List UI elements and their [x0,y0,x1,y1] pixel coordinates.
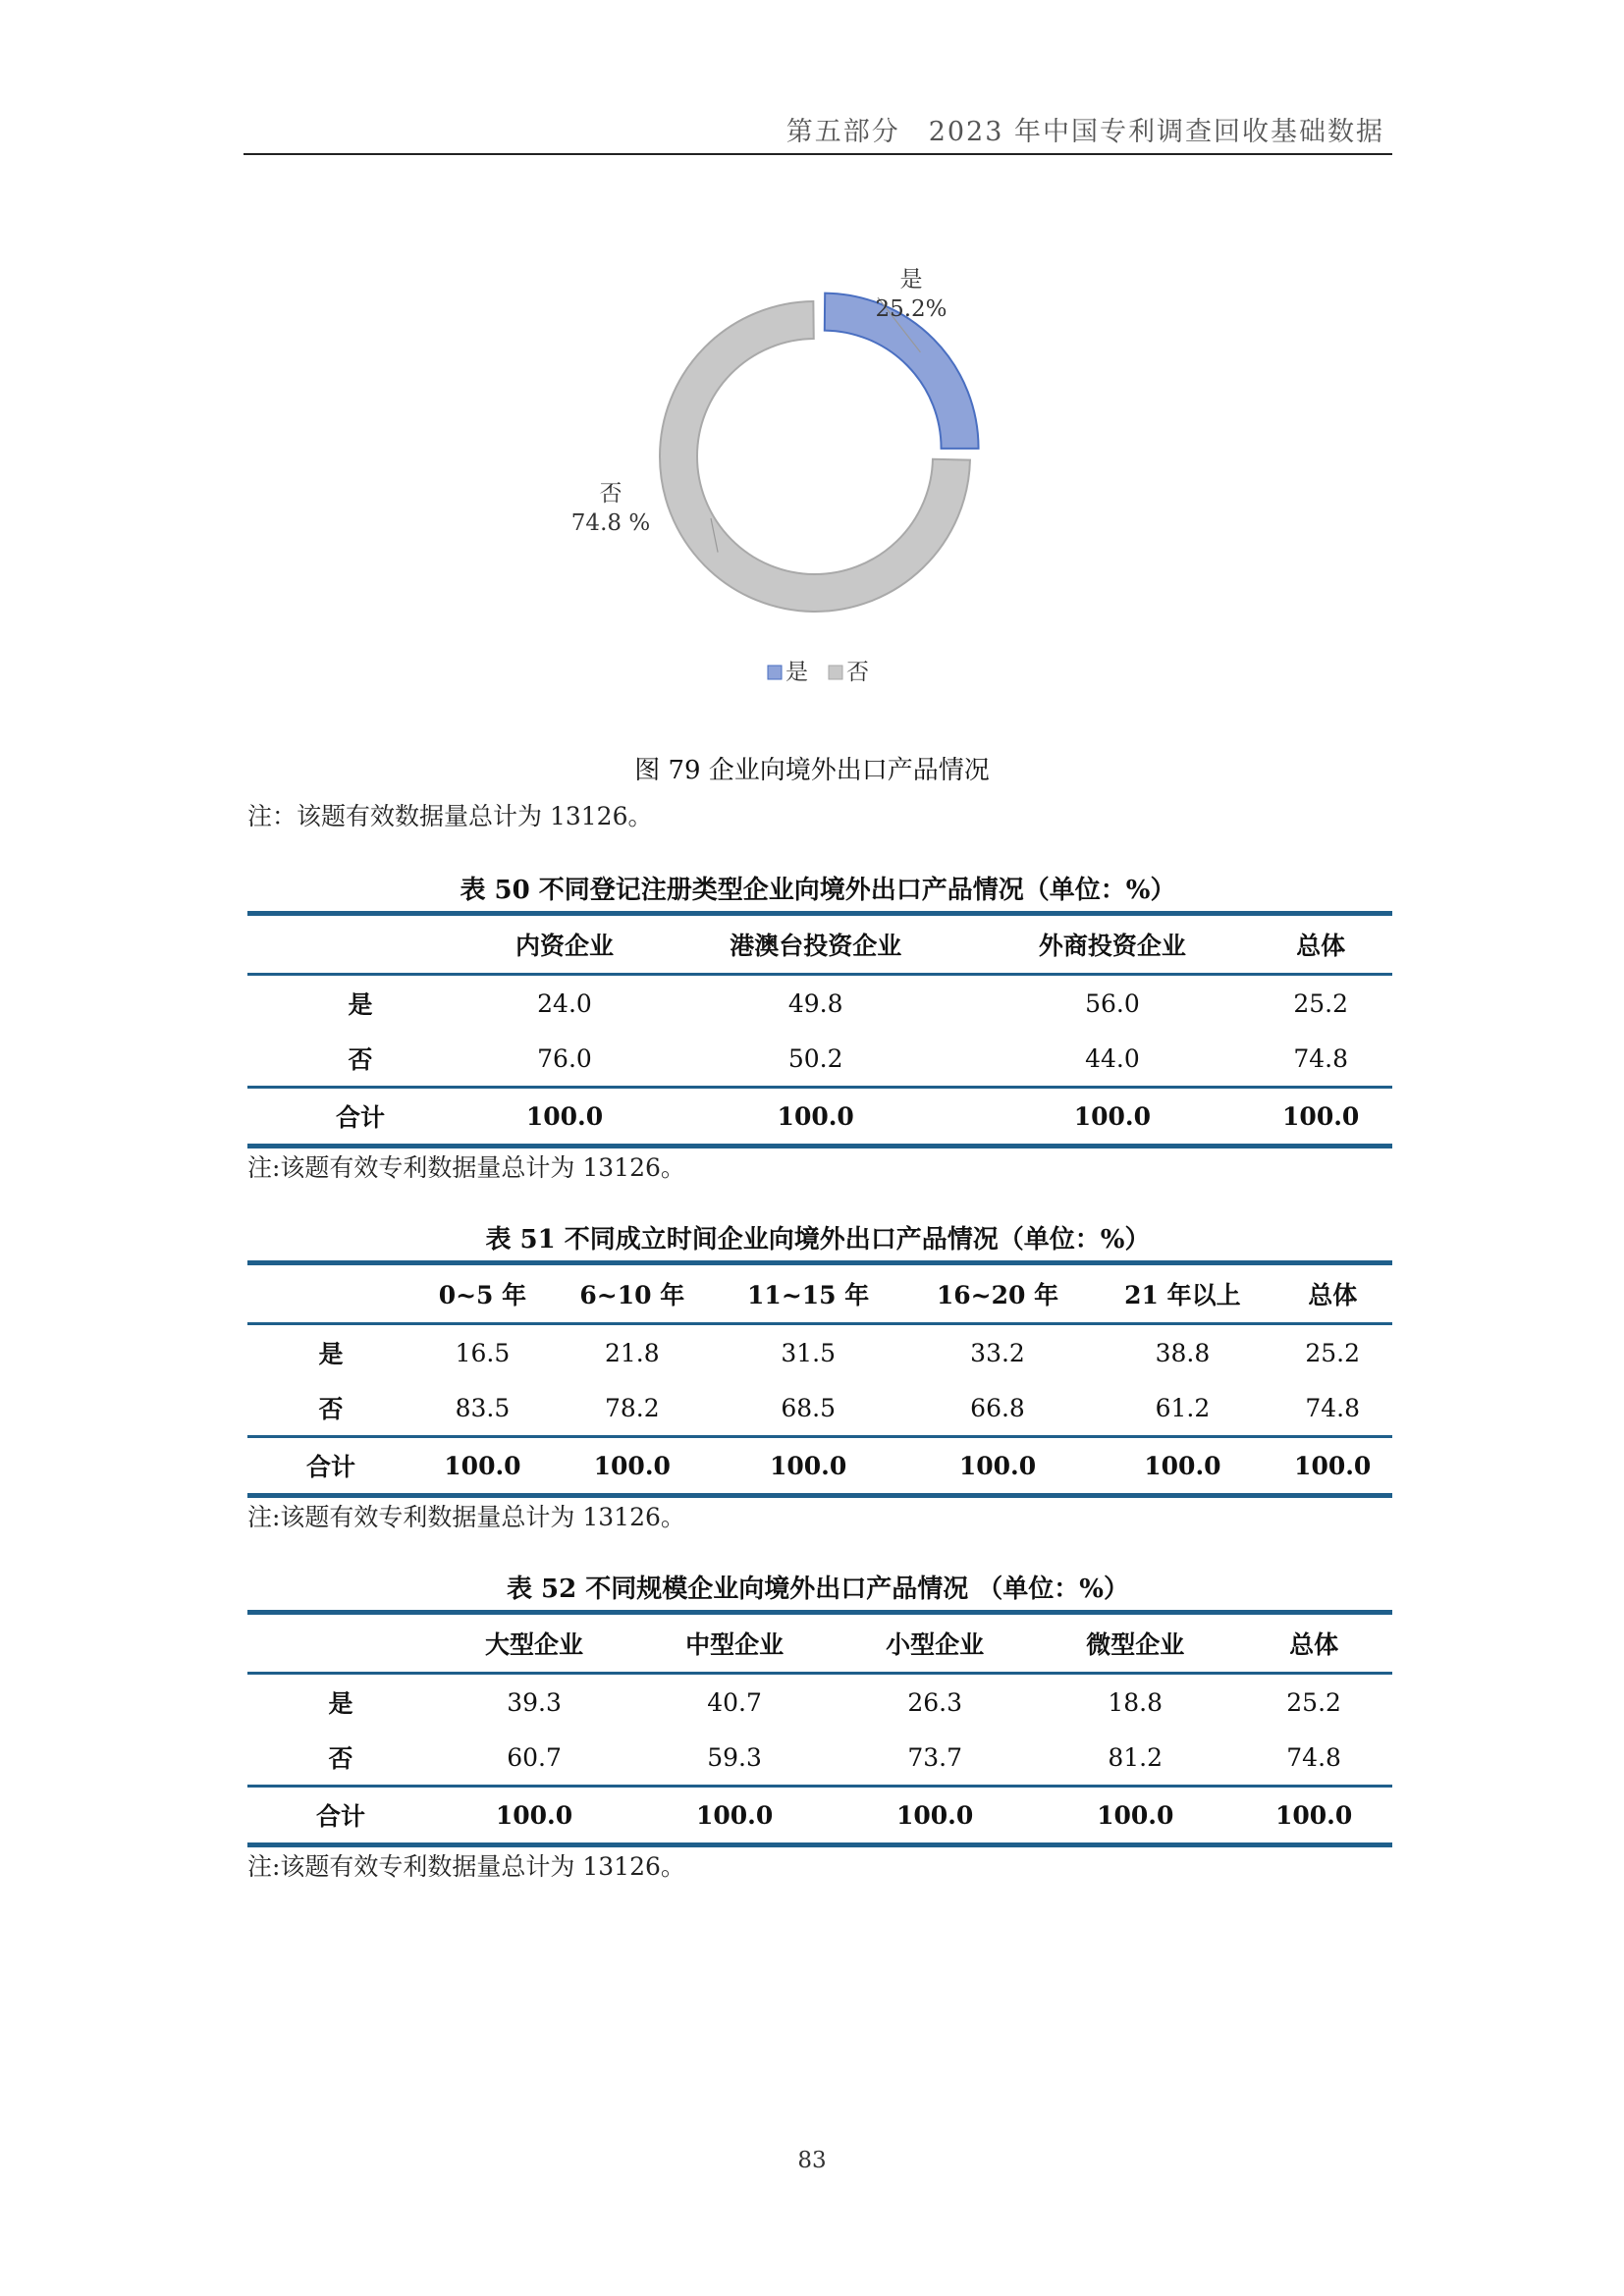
column-header: 小型企业 [835,1613,1035,1674]
table-50 [247,911,1392,1148]
legend-swatch [829,666,842,679]
table-52-note: 注:该题有效专利数据量总计为 13126。 [247,1852,685,1881]
table-cell: 100.0 [1035,1787,1235,1845]
table-52 [247,1610,1392,1847]
table-cell: 21.8 [604,1338,660,1367]
table-cell: 100.0 [1092,1437,1272,1496]
legend-label: 是 [785,660,808,685]
table-row [247,1324,1392,1381]
table-51-note: 注:该题有效专利数据量总计为 13126。 [247,1503,685,1531]
table-52-title: 表 52 不同规模企业向境外出口产品情况 （单位：%） [506,1575,1130,1604]
table-50-note: 注:该题有效专利数据量总计为 13126。 [247,1153,685,1182]
table-cell: 25.2 [1293,988,1349,1018]
column-header: 内资企业 [473,914,656,975]
table-cell: 81.2 [1108,1742,1164,1772]
table-header-row [247,1613,1392,1674]
table-cell: 40.7 [707,1687,762,1717]
table-cell: 25.2 [1286,1687,1341,1717]
table-cell: 74.8 [1305,1393,1361,1422]
slice-label: 25.2% [875,296,947,322]
table-cell: 100.0 [975,1088,1249,1147]
donut-chart [540,255,1090,717]
table-cell: 66.8 [970,1393,1025,1422]
row-label: 是 [318,1340,344,1368]
slice-label: 是 [899,267,923,293]
table-cell: 26.3 [907,1687,962,1717]
column-header: 港澳台投资企业 [656,914,975,975]
page-header [244,106,1392,155]
table-cell: 38.8 [1155,1338,1211,1367]
table-cell: 100.0 [634,1787,835,1845]
table-cell: 78.2 [604,1393,660,1422]
table-cell: 76.0 [537,1043,592,1073]
row-label: 是 [348,990,373,1019]
table-row [247,1380,1392,1437]
total-row [247,1088,1392,1147]
table-cell: 49.8 [787,988,843,1018]
table-cell: 24.0 [537,988,592,1018]
table-cell: 100.0 [903,1437,1093,1496]
table-51 [247,1260,1392,1498]
table-cell: 100.0 [473,1088,656,1147]
table-cell: 60.7 [507,1742,562,1772]
table-cell: 16.5 [455,1338,511,1367]
table-cell: 100.0 [414,1437,551,1496]
table-cell: 61.2 [1155,1393,1211,1422]
table-cell: 59.3 [707,1742,762,1772]
table-row [247,1674,1392,1731]
table-51-title: 表 51 不同成立时间企业向境外出口产品情况（单位：%） [485,1225,1151,1255]
table-cell: 100.0 [434,1787,634,1845]
row-label: 否 [348,1045,373,1074]
table-cell: 68.5 [781,1393,836,1422]
column-header: 大型企业 [434,1613,634,1674]
table-cell: 74.8 [1286,1742,1341,1772]
column-header: 16~20 年 [903,1263,1093,1324]
table-header-row [247,914,1392,975]
row-label: 否 [328,1744,353,1773]
column-header: 中型企业 [634,1613,835,1674]
column-header: 6~10 年 [551,1263,714,1324]
table-cell: 73.7 [907,1742,962,1772]
slice-label: 74.8 % [570,510,651,536]
legend-swatch [768,666,782,679]
row-label: 合计 [247,1437,414,1496]
column-header: 总体 [1272,1263,1392,1324]
table-row [247,1730,1392,1787]
table-header-row [247,1263,1392,1324]
page-number: 83 [797,2148,827,2173]
figure-note: 注：该题有效数据量总计为 13126。 [247,802,653,830]
table-cell: 100.0 [835,1787,1035,1845]
table-cell: 100.0 [656,1088,975,1147]
column-header [247,1263,414,1324]
column-header: 外商投资企业 [975,914,1249,975]
table-cell: 18.8 [1108,1687,1164,1717]
column-header: 总体 [1249,914,1392,975]
row-label: 合计 [247,1787,434,1845]
table-cell: 31.5 [781,1338,836,1367]
table-cell: 39.3 [507,1687,562,1717]
table-cell: 33.2 [970,1338,1025,1367]
legend-label: 否 [846,660,869,685]
total-row [247,1787,1392,1845]
table-row [247,1031,1392,1088]
header-title: 第五部分 2023 年中国专利调查回收基础数据 [785,117,1384,147]
table-cell: 100.0 [1272,1437,1392,1496]
figure-caption: 图 79 企业向境外出口产品情况 [634,756,990,785]
table-cell: 100.0 [1235,1787,1392,1845]
column-header [247,1613,434,1674]
column-header: 总体 [1235,1613,1392,1674]
slice-label: 否 [599,481,623,507]
table-cell: 25.2 [1305,1338,1361,1367]
total-row [247,1437,1392,1496]
column-header [247,914,473,975]
table-cell: 83.5 [455,1393,511,1422]
table-cell: 50.2 [787,1043,843,1073]
table-cell: 44.0 [1085,1043,1140,1073]
column-header: 21 年以上 [1092,1263,1272,1324]
table-cell: 100.0 [714,1437,903,1496]
row-label: 合计 [247,1088,473,1147]
column-header: 0~5 年 [414,1263,551,1324]
table-cell: 56.0 [1085,988,1140,1018]
table-cell: 100.0 [551,1437,714,1496]
table-cell: 74.8 [1293,1043,1349,1073]
row-label: 是 [328,1689,353,1718]
table-50-title: 表 50 不同登记注册类型企业向境外出口产品情况（单位：%） [460,876,1176,905]
table-cell: 100.0 [1249,1088,1392,1147]
row-label: 否 [318,1395,344,1423]
table-row [247,975,1392,1032]
column-header: 11~15 年 [714,1263,903,1324]
column-header: 微型企业 [1035,1613,1235,1674]
